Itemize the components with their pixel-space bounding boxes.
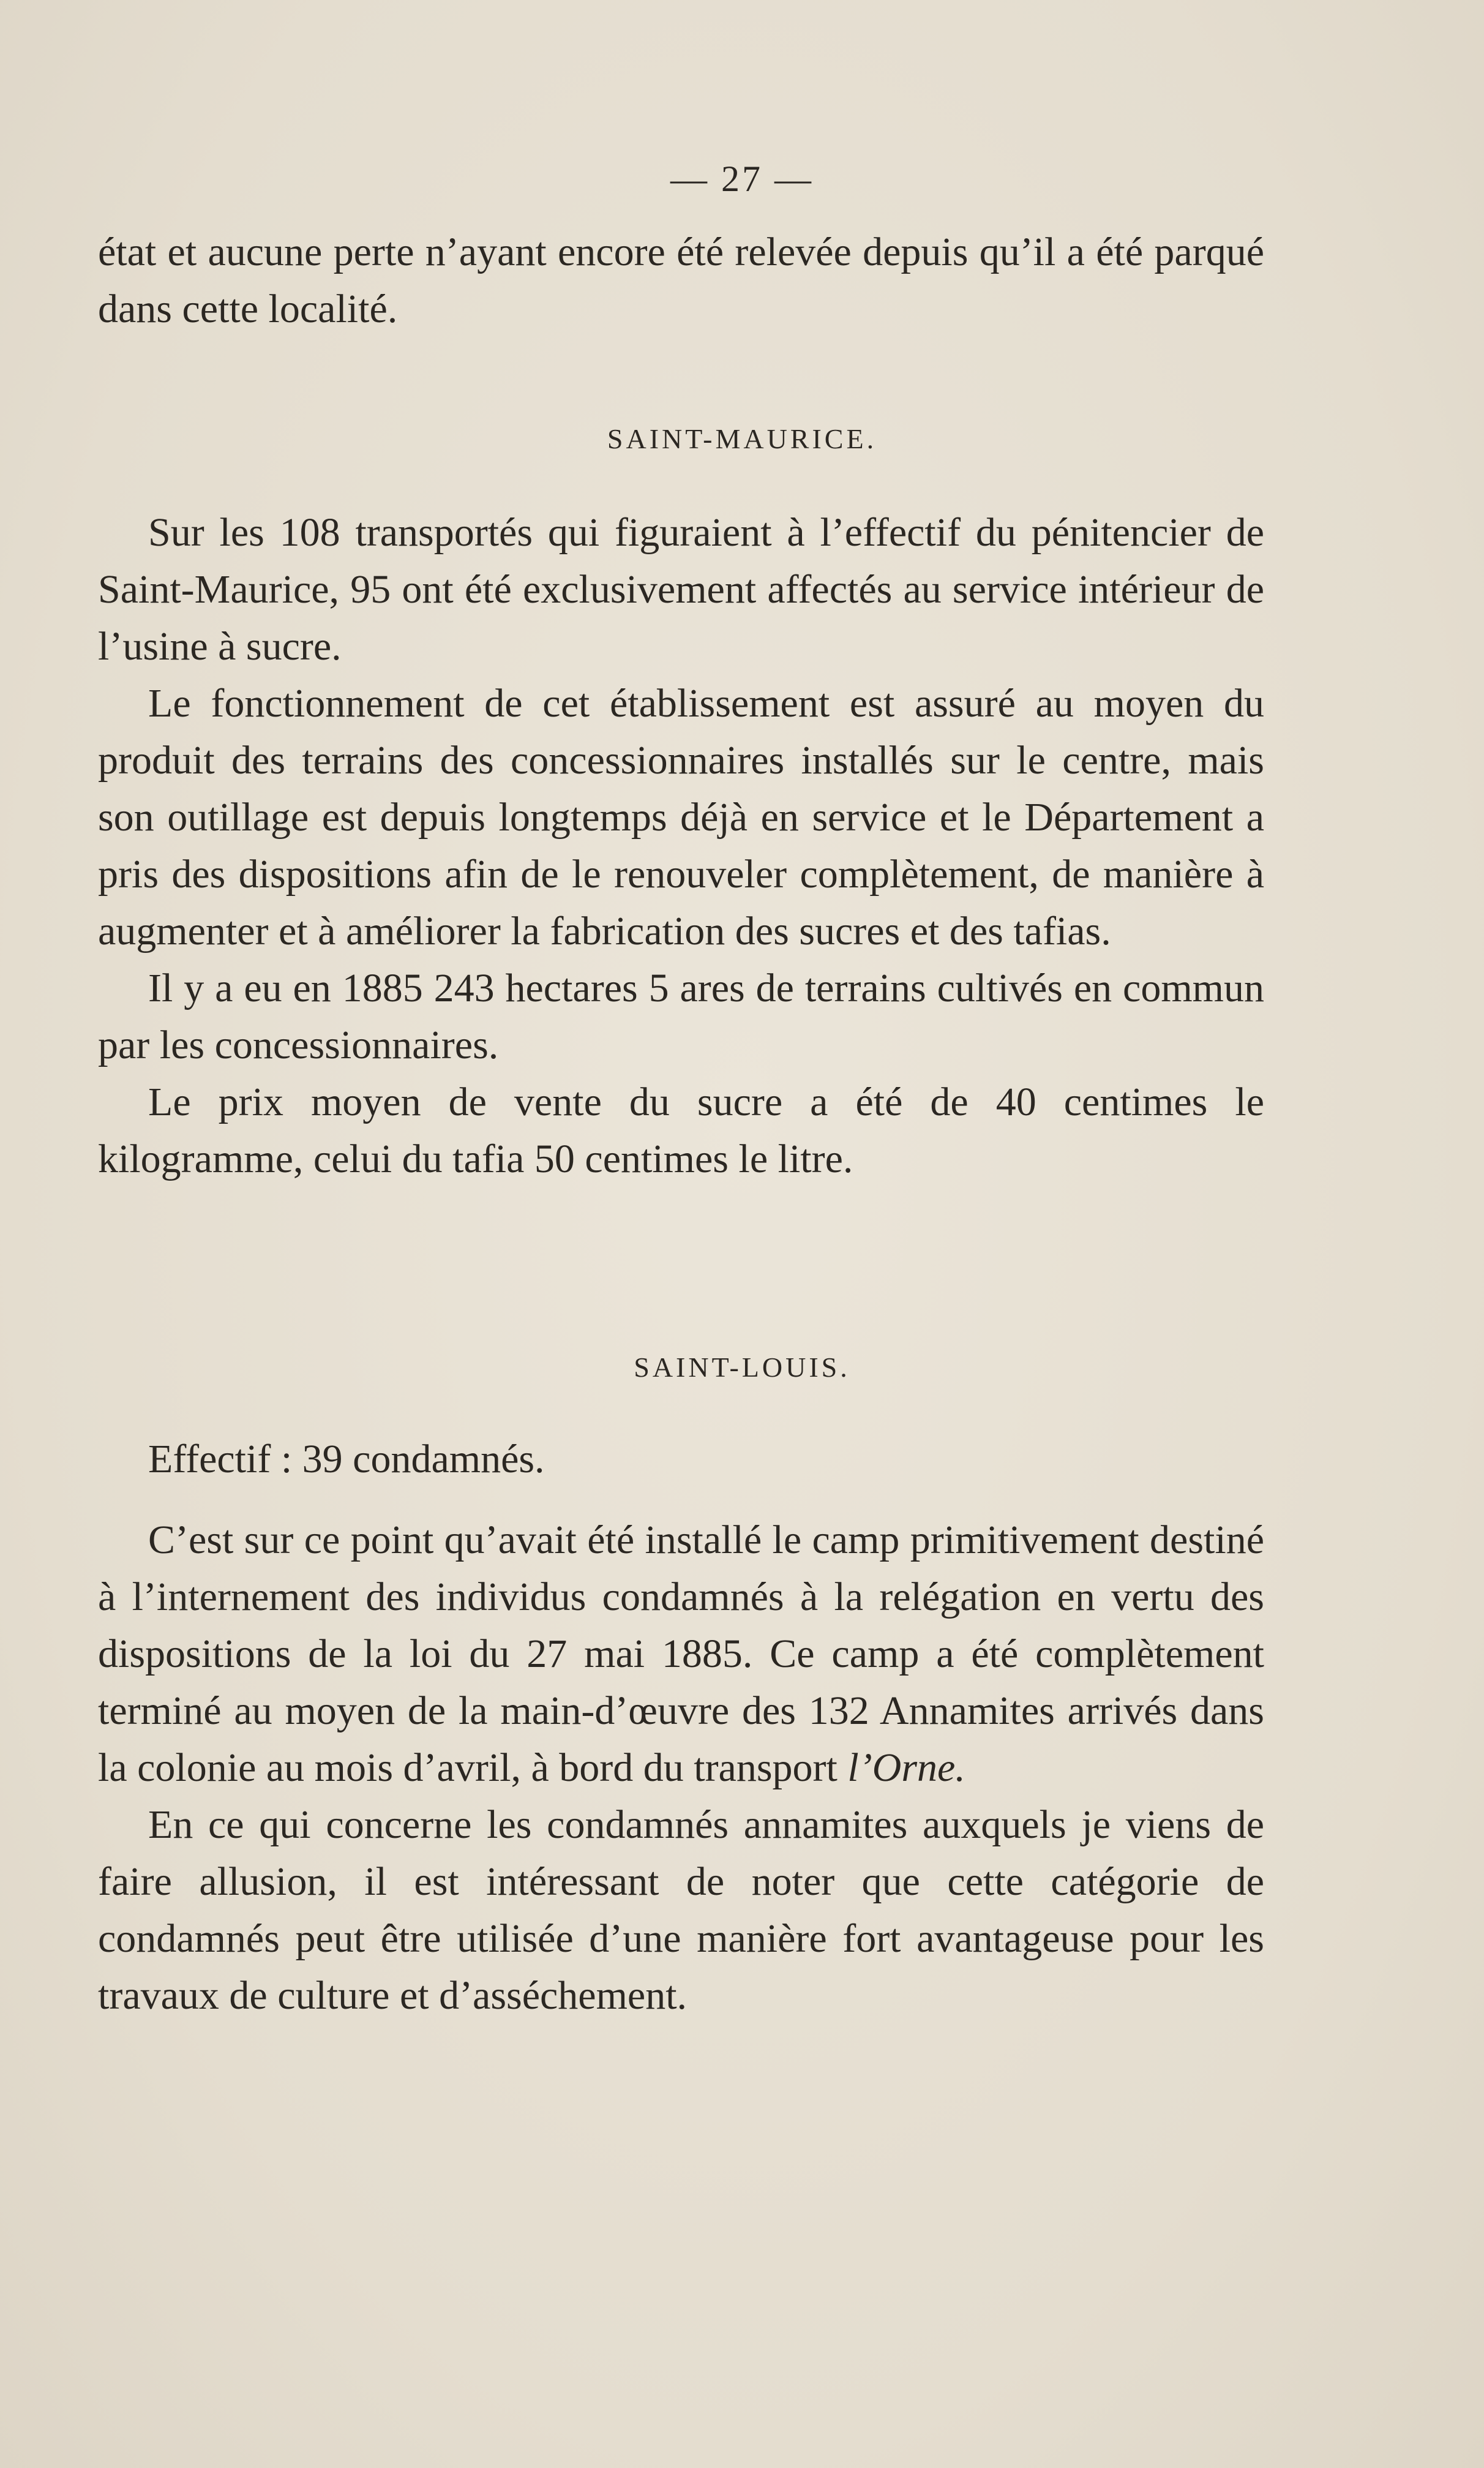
ship-name: l’Orne. xyxy=(847,1745,965,1790)
saint-louis-paragraph-2: En ce qui concerne les condamnés annamites auxquels je viens de faire allusion, il est intéressant de noter que cette catégorie de condamnés peut être utilisée d’une manière fort avantageuse pour les travaux de culture et d’asséchement. xyxy=(98,1802,1264,2018)
saint-louis-effectif-block xyxy=(98,1431,1264,1488)
saint-maurice-paragraph-1: Sur les 108 transportés qui figuraient à l’effectif du pénitencier de Saint-Maurice, 95 ont été exclusivement affectés au service intérieur de l’usine à sucre. xyxy=(98,510,1264,669)
saint-louis-paragraph-1-text: C’est sur ce point qu’avait été installé le camp primitivement destiné à l’internement des individus condamnés à la relégation en vertu des dispositions de la loi du 27 mai 1885. Ce camp a été complètement terminé au moyen de la main-d’œuvre des 132 Annamites arrivés dans la colonie au mois d’avril, à bord du transport xyxy=(98,1518,1264,1790)
section-heading-saint-maurice: SAINT-MAURICE. xyxy=(607,423,877,454)
saint-louis-effectif: Effectif : 39 condamnés. xyxy=(148,1437,545,1481)
saint-maurice-paragraph-4: Le prix moyen de vente du sucre a été de 40 centimes le kilogramme, celui du tafia 50 centimes le litre. xyxy=(98,1080,1264,1181)
intro-block xyxy=(98,224,1264,337)
page-number: — 27 — xyxy=(670,159,814,199)
intro-paragraph: état et aucune perte n’ayant encore été relevée depuis qu’il a été parqué dans cette localité. xyxy=(98,230,1264,331)
saint-maurice-paragraph-3: Il y a eu en 1885 243 hectares 5 ares de terrains cultivés en commun par les concessionnaires. xyxy=(98,966,1264,1067)
saint-louis-paragraph-1 xyxy=(98,1511,1264,1796)
saint-maurice-section xyxy=(98,504,1264,1187)
section-heading-saint-louis: SAINT-LOUIS. xyxy=(634,1352,850,1383)
saint-louis-section xyxy=(98,1511,1264,2024)
saint-maurice-paragraph-2: Le fonctionnement de cet établissement est assuré au moyen du produit des terrains des concessionnaires installés sur le centre, mais son outillage est depuis longtemps déjà en service et le Département a pris des dispositions afin de le renouveler complètement, de manière à augmenter et à améliorer la fabrication des sucres et des tafias. xyxy=(98,681,1264,954)
